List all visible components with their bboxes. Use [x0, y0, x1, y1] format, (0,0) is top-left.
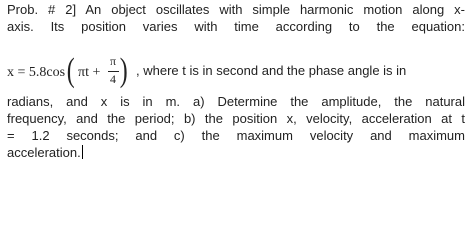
equation-row	[7, 52, 465, 94]
problem-line-7-text: acceleration.	[7, 145, 81, 160]
equation-lhs: x = 5.8cos	[7, 65, 66, 80]
left-paren: (	[66, 52, 75, 89]
problem-line-7[interactable]	[7, 145, 465, 161]
phase-numerator: π	[110, 54, 117, 68]
problem-line-1: Prob. # 2] An object oscillates with simple harmonic motion along x-	[7, 2, 465, 17]
problem-line-5: frequency, and the period; b) the position x, velocity, acceleration at t	[7, 111, 465, 126]
equation-argument: πt +	[78, 65, 101, 80]
problem-line-6: = 1.2 seconds; and c) the maximum velocity and maximum	[7, 128, 465, 143]
phase-denominator: 4	[110, 72, 116, 86]
problem-line-2: axis. Its position varies with time according to the equation:	[7, 19, 465, 34]
problem-line-4: radians, and x is in m. a) Determine the amplitude, the natural	[7, 94, 465, 109]
text-cursor	[82, 145, 83, 159]
right-paren: )	[119, 52, 128, 89]
equation-tail-text: , where t is in second and the phase angle is in	[136, 63, 407, 78]
